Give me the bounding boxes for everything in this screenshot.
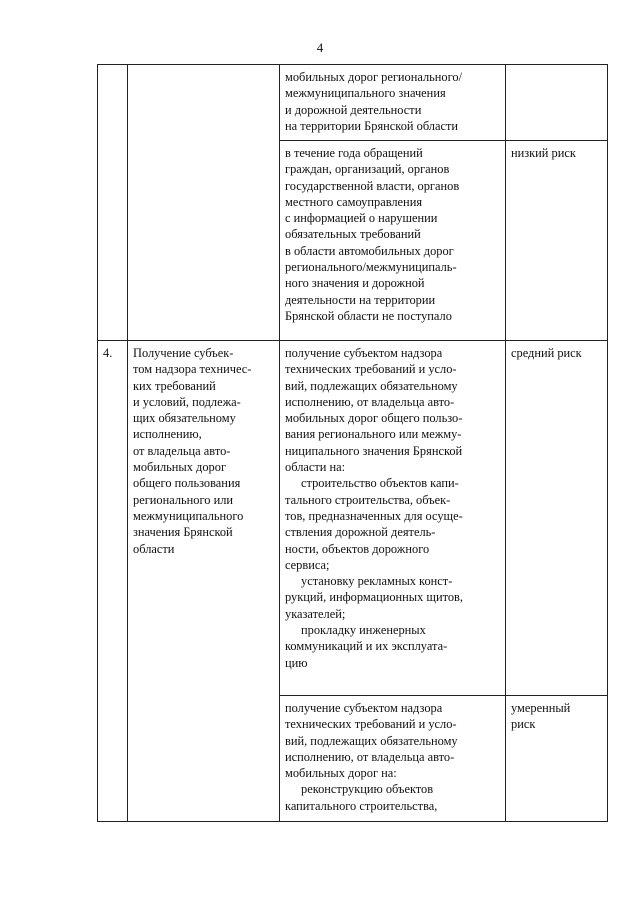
risk-criteria-table	[97, 64, 608, 822]
subject-line: щих обязательному	[133, 411, 236, 426]
risk-cell	[506, 65, 608, 141]
subject-cell	[128, 65, 280, 341]
indicator-line: регионального/межмуниципаль-	[285, 260, 457, 275]
subject-line: области	[133, 541, 175, 556]
subject-line: Получение субъек-	[133, 346, 234, 360]
indicator-line: граждан, организаций, органов	[285, 162, 450, 177]
indicator-line: местного самоуправления	[285, 194, 423, 209]
indicator-line: мобильных дорог регионального/	[285, 70, 463, 84]
indicator-line: тов, предназначенных для осуще-	[285, 508, 463, 523]
indicator-line: вания регионального или межму-	[285, 427, 462, 442]
indicator-line: получение субъектом надзора	[285, 701, 443, 715]
subject-line: и условий, подлежа-	[133, 394, 241, 409]
subject-line: регионального или	[133, 492, 234, 507]
indicator-line: сервиса;	[285, 557, 330, 572]
indicator-line: прокладку инженерных	[301, 623, 426, 638]
subject-cell	[128, 341, 280, 822]
risk-level-label: умеренный	[511, 701, 571, 715]
risk-cell	[506, 696, 608, 822]
risk-level-label: риск	[511, 717, 536, 732]
indicator-line: коммуникаций и их эксплуата-	[285, 639, 448, 654]
indicator-line: с информацией о нарушении	[285, 211, 438, 226]
indicator-line: ности, объектов дорожного	[285, 541, 430, 556]
indicator-line: вий, подлежащих обязательному	[285, 378, 458, 393]
indicator-line: рукций, информационных щитов,	[285, 590, 463, 605]
indicator-line: ствления дорожной деятель-	[285, 525, 436, 540]
indicator-line: указателей;	[285, 606, 346, 621]
indicator-line: вий, подлежащих обязательному	[285, 733, 458, 748]
page-number: 4	[316, 40, 324, 55]
subject-line: общего пользования	[133, 476, 241, 491]
subject-line: мобильных дорог	[133, 460, 227, 475]
indicator-line: ниципального значения Брянской	[285, 443, 463, 458]
subject-line: исполнению,	[133, 427, 202, 442]
indicator-line: получение субъектом надзора	[285, 346, 443, 360]
indicator-line: межмуниципального значения	[285, 86, 446, 101]
indicator-line: в области автомобильных дорог	[285, 243, 454, 258]
subject-line: от владельца авто-	[133, 443, 231, 458]
indicator-line: технических требований и усло-	[285, 717, 457, 732]
table-row	[98, 65, 608, 141]
indicator-line: на территории Брянской области	[285, 118, 459, 133]
risk-level-label: средний риск	[511, 346, 582, 360]
indicator-line: и дорожной деятельности	[285, 102, 422, 117]
indicator-line: исполнению, от владельца авто-	[285, 394, 455, 409]
subject-line: том надзора техничес-	[133, 362, 252, 377]
indicator-line: установку рекламных конст-	[301, 574, 453, 589]
subject-line: межмуниципального	[133, 508, 244, 523]
indicator-line: цию	[285, 655, 308, 670]
indicator-line: деятельности на территории	[285, 292, 436, 307]
subject-line: ких требований	[133, 378, 216, 393]
indicator-line: ного значения и дорожной	[285, 276, 425, 291]
risk-cell	[506, 341, 608, 696]
indicator-cell	[280, 65, 506, 141]
indicator-line: строительство объектов капи-	[301, 476, 459, 491]
indicator-line: исполнению, от владельца авто-	[285, 749, 455, 764]
risk-cell	[506, 141, 608, 341]
indicator-line: мобильных дорог общего пользо-	[285, 411, 463, 426]
indicator-line: тального строительства, объек-	[285, 492, 451, 507]
indicator-line: мобильных дорог на:	[285, 766, 397, 781]
indicator-line: области на:	[285, 460, 346, 475]
indicator-line: государственной власти, органов	[285, 178, 460, 193]
indicator-line: капитального строительства,	[285, 798, 438, 813]
row-number-cell	[98, 341, 128, 822]
subject-line: значения Брянской	[133, 525, 233, 540]
table-row	[98, 341, 608, 696]
indicator-cell	[280, 141, 506, 341]
indicator-line: в течение года обращений	[285, 146, 423, 160]
row-number: 4.	[103, 346, 113, 360]
indicator-line: реконструкцию объектов	[301, 782, 434, 797]
indicator-cell	[280, 696, 506, 822]
risk-level-label: низкий риск	[511, 146, 576, 160]
indicator-cell	[280, 341, 506, 696]
indicator-line: технических требований и усло-	[285, 362, 457, 377]
indicator-line: обязательных требований	[285, 227, 421, 242]
row-number-cell	[98, 65, 128, 341]
indicator-line: Брянской области не поступало	[285, 308, 452, 323]
